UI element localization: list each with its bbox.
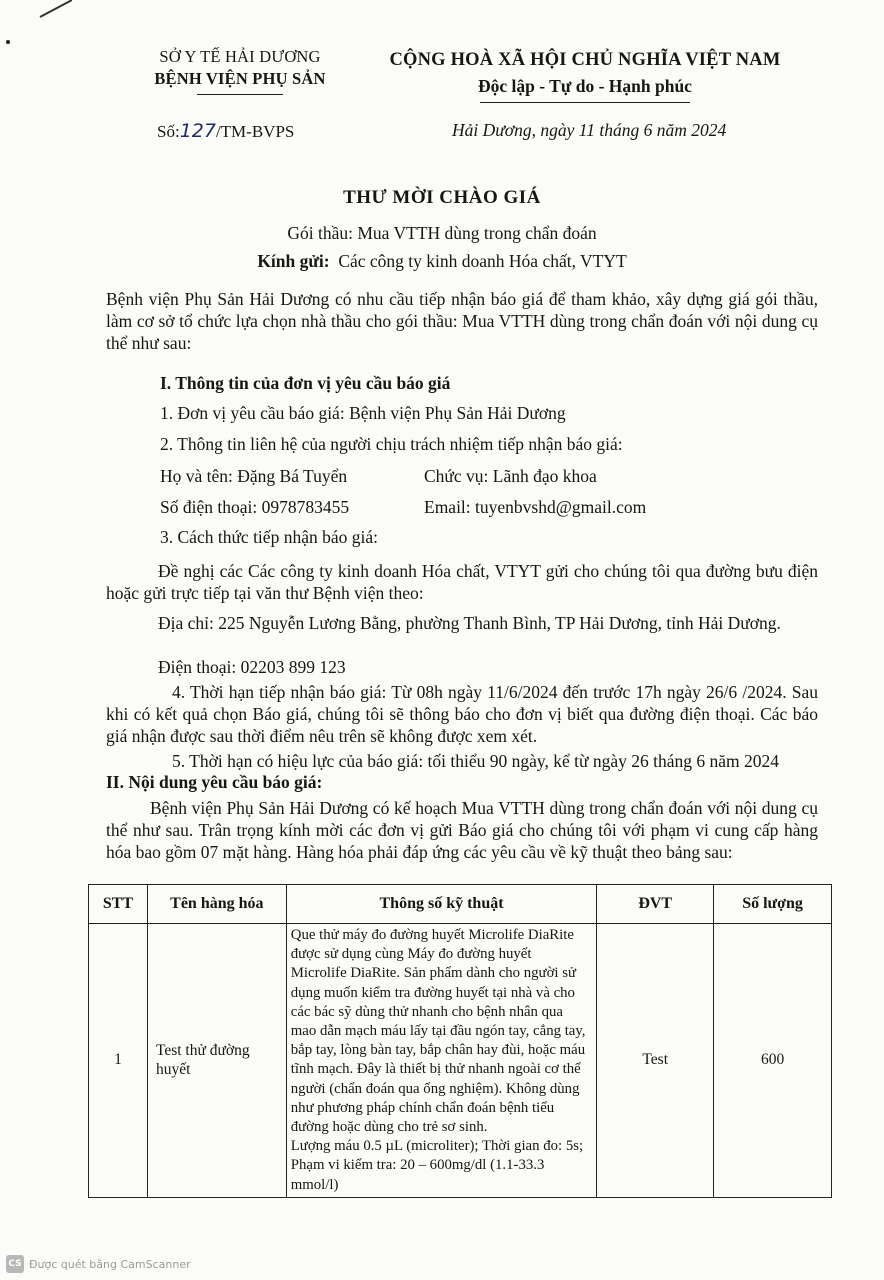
doc-number-prefix: Số: xyxy=(157,122,180,141)
validity-text: 5. Thời hạn có hiệu lực của báo giá: tối thiểu 90 ngày, kể từ ngày 26 tháng 6 năm 2024 xyxy=(172,751,780,771)
doc-number-suffix: /TM-BVPS xyxy=(215,122,295,141)
doc-number-handwritten: 127 xyxy=(179,120,216,142)
issuer-department: SỞ Y TẾ HẢI DƯƠNG xyxy=(159,47,321,66)
cell-item-name: Test thử đường huyết xyxy=(147,924,286,1198)
ink-dot-mark xyxy=(6,40,10,44)
national-motto-block xyxy=(370,48,800,103)
table-row xyxy=(89,924,832,1198)
intro-paragraph: Bệnh viện Phụ Sản Hải Dương có nhu cầu tiếp nhận báo giá để tham khảo, xây dựng giá gói thầu, làm cơ sở tổ chức lựa chọn nhà thầu cho gói thầu: Mua VTTH dùng trong chẩn đoán với nội dung cụ thể như sau: xyxy=(106,289,818,353)
document-number xyxy=(157,120,294,142)
contact-phone: Số điện thoại: 0978783455 xyxy=(160,497,350,517)
document-date: Hải Dương, ngày 11 tháng 6 năm 2024 xyxy=(452,120,727,140)
recipient-label: Kính gửi: xyxy=(257,251,330,271)
contact-position: Chức vụ: Lãnh đạo khoa xyxy=(424,466,597,486)
cell-unit: Test xyxy=(597,924,714,1198)
office-phone: Điện thoại: 02203 899 123 xyxy=(158,657,346,677)
motto-underline xyxy=(480,102,690,103)
col-header-unit: ĐVT xyxy=(597,885,714,924)
contact-info-heading: 2. Thông tin liên hệ của người chịu trách nhiệm tiếp nhận báo giá: xyxy=(160,434,623,454)
package-name: Gói thầu: Mua VTTH dùng trong chẩn đoán xyxy=(287,223,597,243)
issuer-underline xyxy=(197,94,283,95)
camscanner-icon: CS xyxy=(6,1255,24,1273)
deadline-text: 4. Thời hạn tiếp nhận báo giá: Từ 08h ngày 11/6/2024 đến trước 17h ngày 26/6 /2024. Sau khi có kết quả chọn Báo giá, chúng tôi sẽ thông báo cho đơn vị biết qua đường điện thoại. Các báo giá nhận được sau thời điểm nêu trên sẽ không được xem xét. xyxy=(106,682,818,746)
cell-spec-extra: Lượng máu 0.5 µL (microliter); Thời gian đo: 5s; Phạm vi kiểm tra: 20 – 600mg/dl (1.1-33.3 mmol/l) xyxy=(290,1138,584,1193)
col-header-name: Tên hàng hóa xyxy=(147,885,286,924)
col-header-spec: Thông số kỹ thuật xyxy=(286,885,597,924)
recipient-text: Các công ty kinh doanh Hóa chất, VTYT xyxy=(338,251,627,271)
specification-table xyxy=(88,884,832,1198)
section2-heading: II. Nội dung yêu cầu báo giá: xyxy=(106,772,323,792)
cell-stt: 1 xyxy=(89,924,148,1198)
issuer-hospital: BỆNH VIỆN PHỤ SẢN xyxy=(154,69,326,88)
contact-name: Họ và tên: Đặng Bá Tuyển xyxy=(160,466,348,486)
issuer-block xyxy=(120,46,360,95)
pen-stroke-mark xyxy=(40,0,73,18)
submission-method-heading: 3. Cách thức tiếp nhận báo giá: xyxy=(160,527,378,547)
address-text: Địa chỉ: 225 Nguyễn Lương Bằng, phường Thanh Bình, TP Hải Dương, tỉnh Hải Dương. xyxy=(158,613,781,633)
scanner-watermark xyxy=(6,1255,191,1273)
table-header-row xyxy=(89,885,832,924)
cell-qty: 600 xyxy=(714,924,832,1198)
national-title: CỘNG HOÀ XÃ HỘI CHỦ NGHĨA VIỆT NAM xyxy=(389,50,781,70)
contact-email: Email: tuyenbvshd@gmail.com xyxy=(424,497,647,517)
submission-method-text: Đề nghị các Các công ty kinh doanh Hóa chất, VTYT gửi cho chúng tôi qua đường bưu điện hoặc gửi trực tiếp tại văn thư Bệnh viện theo: xyxy=(106,561,818,603)
scanner-watermark-text: Được quét bằng CamScanner xyxy=(29,1257,191,1271)
col-header-qty: Số lượng xyxy=(714,885,832,924)
cell-spec-main: Que thử máy đo đường huyết Microlife DiaRite được sử dụng cùng Máy đo đường huyết Microlife DiaRite. Sản phẩm dành cho người sử dụng muốn kiểm tra đường huyết tại nhà và cho các bác sỹ dùng thử nhanh cho bệnh nhân qua mao dẫn mạch máu lấy tại đầu ngón tay, cẳng tay, bắp tay, lòng bàn tay, bắp chân hay đùi, hoặc máu tĩnh mạch. Đây là thiết bị thử nhanh ngoài cơ thể người (chẩn đoán qua ống nghiệm). Không dùng như phương pháp chính chẩn đoán bệnh tiểu đường hoặc dùng cho trẻ sơ sinh. xyxy=(290,927,586,1136)
recipient-line xyxy=(0,251,884,272)
section2-text: Bệnh viện Phụ Sản Hải Dương có kế hoạch Mua VTTH dùng trong chẩn đoán với nội dung cụ thể như sau. Trân trọng kính mời các đơn vị gửi Báo giá cho chúng tôi với phạm vi cung cấp hàng hóa bao gồm 07 mặt hàng. Hàng hóa phải đáp ứng các yêu cầu về kỹ thuật theo bảng sau: xyxy=(106,798,818,862)
cell-spec xyxy=(286,924,597,1198)
col-header-stt: STT xyxy=(89,885,148,924)
requester-unit: 1. Đơn vị yêu cầu báo giá: Bệnh viện Phụ Sản Hải Dương xyxy=(160,403,566,423)
national-motto: Độc lập - Tự do - Hạnh phúc xyxy=(478,76,692,96)
document-title: THƯ MỜI CHÀO GIÁ xyxy=(343,187,541,208)
section1-heading: I. Thông tin của đơn vị yêu cầu báo giá xyxy=(160,373,451,393)
